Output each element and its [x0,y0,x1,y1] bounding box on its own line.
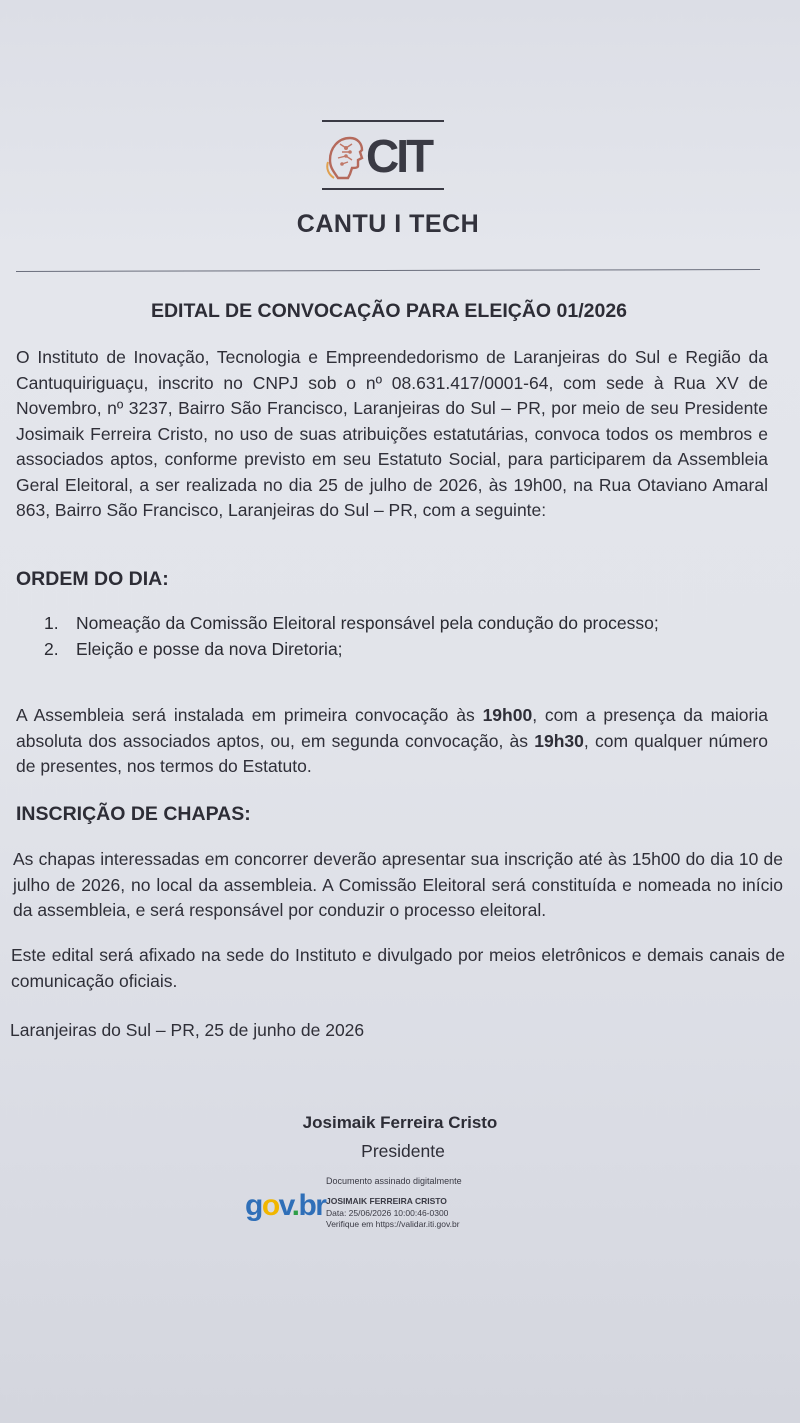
digital-signature-details [326,1196,460,1231]
afixado-paragraph: Este edital será afixado na sede do Instituto e divulgado por meios eletrônicos e demais canais de comunicação oficiais. [11,945,785,991]
inscricao-heading: INSCRIÇÃO DE CHAPAS: [16,803,251,825]
logo-letters: CIT [366,130,432,182]
signer-role: Presidente [361,1141,445,1161]
assembleia-paragraph [16,703,768,780]
inscricao-paragraph: As chapas interessadas em concorrer deverão apresentar sua inscrição até às 15h00 do dia 10 de julho de 2026, no local da assembleia. A Comissão Eleitoral será constituída e nomeada no início da assembleia, e será responsável por conduzir o processo eleitoral. [13,849,783,920]
digital-signature-header: Documento assinado digitalmente [326,1176,462,1186]
list-item-number: 2. [44,639,59,659]
list-item [44,636,659,662]
list-item-text: Nomeação da Comissão Eleitoral responsável pela condução do processo; [76,613,659,633]
govbr-logo-letter: o [261,1189,279,1222]
list-item-number: 1. [44,613,59,633]
list-item-text: Eleição e posse da nova Diretoria; [76,639,343,659]
digital-signature-verify: Verifique em https://validar.iti.gov.br [326,1219,460,1229]
govbr-logo-letter: g [245,1189,262,1222]
brand-name: CANTU I TECH [296,210,480,238]
assembleia-text: A Assembleia será instalada em primeira convocação às [16,705,483,725]
govbr-logo-letter: v [278,1189,292,1222]
digital-signature-date: Data: 25/06/2026 10:00:46-0300 [326,1207,449,1218]
brain-head-icon [324,128,364,184]
ordem-heading: ORDEM DO DIA: [16,568,169,590]
first-call-time: 19h00 [482,705,533,725]
govbr-logo [245,1188,325,1224]
logo-bottom-line [322,188,444,190]
second-call-time: 19h30 [534,730,584,751]
assembleia-text: , com a presença da maioria absoluta dos associados aptos, ou, em segunda convocação, às [16,705,768,751]
ordem-list [44,610,659,662]
assembleia-text: , com qualquer número de presentes, nos termos do Estatuto. [16,730,768,776]
govbr-logo-letter: br [298,1189,326,1222]
intro-paragraph: O Instituto de Inovação, Tecnologia e Empreendedorismo de Laranjeiras do Sul e Região da Cantuquiriguaçu, inscrito no CNPJ sob o nº 08.631.417/0001-64, com sede à Rua XV de Novembro, nº 3237, Bairro São Francisco, Laranjeiras do Sul – PR, por meio de seu Presidente Josimaik Ferreira Cristo, no uso de suas atribuições estatutárias, convoca todos os membros e associados aptos, conforme previsto em seu Estatuto Social, para participarem da Assembleia Geral Eleitoral, a ser realizada no dia 25 de julho de 2026, às 19h00, na Rua Otaviano Amaral 863, Bairro São Francisco, Laranjeiras do Sul – PR, com a seguinte: [16,347,768,520]
header-divider [16,269,760,272]
logo-top-line [322,120,444,122]
signer-name: Josimaik Ferreira Cristo [302,1113,498,1132]
cit-logo [322,118,446,194]
document-title: EDITAL DE CONVOCAÇÃO PARA ELEIÇÃO 01/2026 [150,300,628,322]
list-item [44,610,659,636]
govbr-logo-letter: . [291,1189,299,1222]
place-date: Laranjeiras do Sul – PR, 25 de junho de 2026 [10,1020,365,1040]
digital-signer-name: JOSIMAIK FERREIRA CRISTO [326,1196,447,1206]
